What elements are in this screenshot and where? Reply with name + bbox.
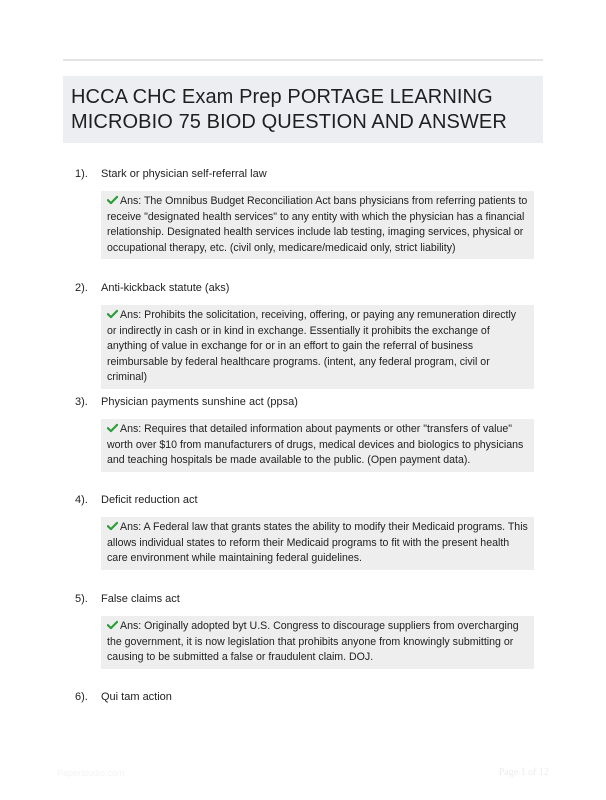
title-line-2: MICROBIO 75 BIOD QUESTION AND ANSWER xyxy=(71,111,507,133)
checkmark-icon xyxy=(107,620,118,630)
footer-watermark: Paperstudio.com xyxy=(57,768,125,778)
answer-box xyxy=(101,517,534,570)
answer-text: Ans: A Federal law that grants states the ability to modify their Medicaid programs. This allows individual states to reform their Medicaid programs to fit with the present health care environment while maintaining federal guidelines. xyxy=(107,521,528,564)
title-banner xyxy=(63,76,543,143)
answer-box xyxy=(101,419,534,472)
question-text: False claims act xyxy=(101,593,180,605)
page-title xyxy=(71,85,535,135)
question-text: Stark or physician self-referral law xyxy=(101,168,267,180)
question-number: 6). xyxy=(75,691,88,703)
question-number: 1). xyxy=(75,168,88,180)
question-text: Anti-kickback statute (aks) xyxy=(101,282,230,294)
top-divider xyxy=(63,59,543,61)
question-number: 2). xyxy=(75,282,88,294)
answer-box xyxy=(101,305,534,389)
question-text: Physician payments sunshine act (ppsa) xyxy=(101,396,298,408)
answer-text: Ans: Prohibits the solicitation, receiving, offering, or paying any remuneration directly or indirectly in cash or in kind in exchange. Essentially it prohibits the exchange of anything of value in exchange for or in an effort to gain the referral of business reimbursable by federal healthcare programs. (intent, any federal program, civil or criminal) xyxy=(107,309,517,383)
question-text: Qui tam action xyxy=(101,691,172,703)
checkmark-icon xyxy=(107,423,118,433)
answer-text: Ans: Originally adopted byt U.S. Congress to discourage suppliers from overcharging the government, it is now legislation that prohibits anyone from knowingly submitting or causing to be submitted a false or fraudulent claim. DOJ. xyxy=(107,620,519,663)
question-number: 3). xyxy=(75,396,88,408)
question-text: Deficit reduction act xyxy=(101,494,198,506)
answer-box xyxy=(101,191,534,259)
title-line-1: HCCA CHC Exam Prep PORTAGE LEARNING xyxy=(71,86,493,108)
question-number: 4). xyxy=(75,494,88,506)
answer-box xyxy=(101,616,534,669)
answer-text: Ans: The Omnibus Budget Reconciliation Act bans physicians from referring patients to receive "designated health services" to any entity with which the physician has a financial relationship. Designated health services include lab testing, imaging services, physical or occupational therapy, etc. (civil only, medicare/medicaid only, strict liability) xyxy=(107,195,528,254)
checkmark-icon xyxy=(107,521,118,531)
checkmark-icon xyxy=(107,309,118,319)
answer-text: Ans: Requires that detailed information about payments or other "transfers of value" worth over $10 from manufacturers of drugs, medical devices and biologics to physicians and teaching hospitals be made available to the public. (Open payment data). xyxy=(107,423,524,466)
checkmark-icon xyxy=(107,195,118,205)
question-number: 5). xyxy=(75,593,88,605)
page-number: Page 1 of 12 xyxy=(498,767,549,778)
